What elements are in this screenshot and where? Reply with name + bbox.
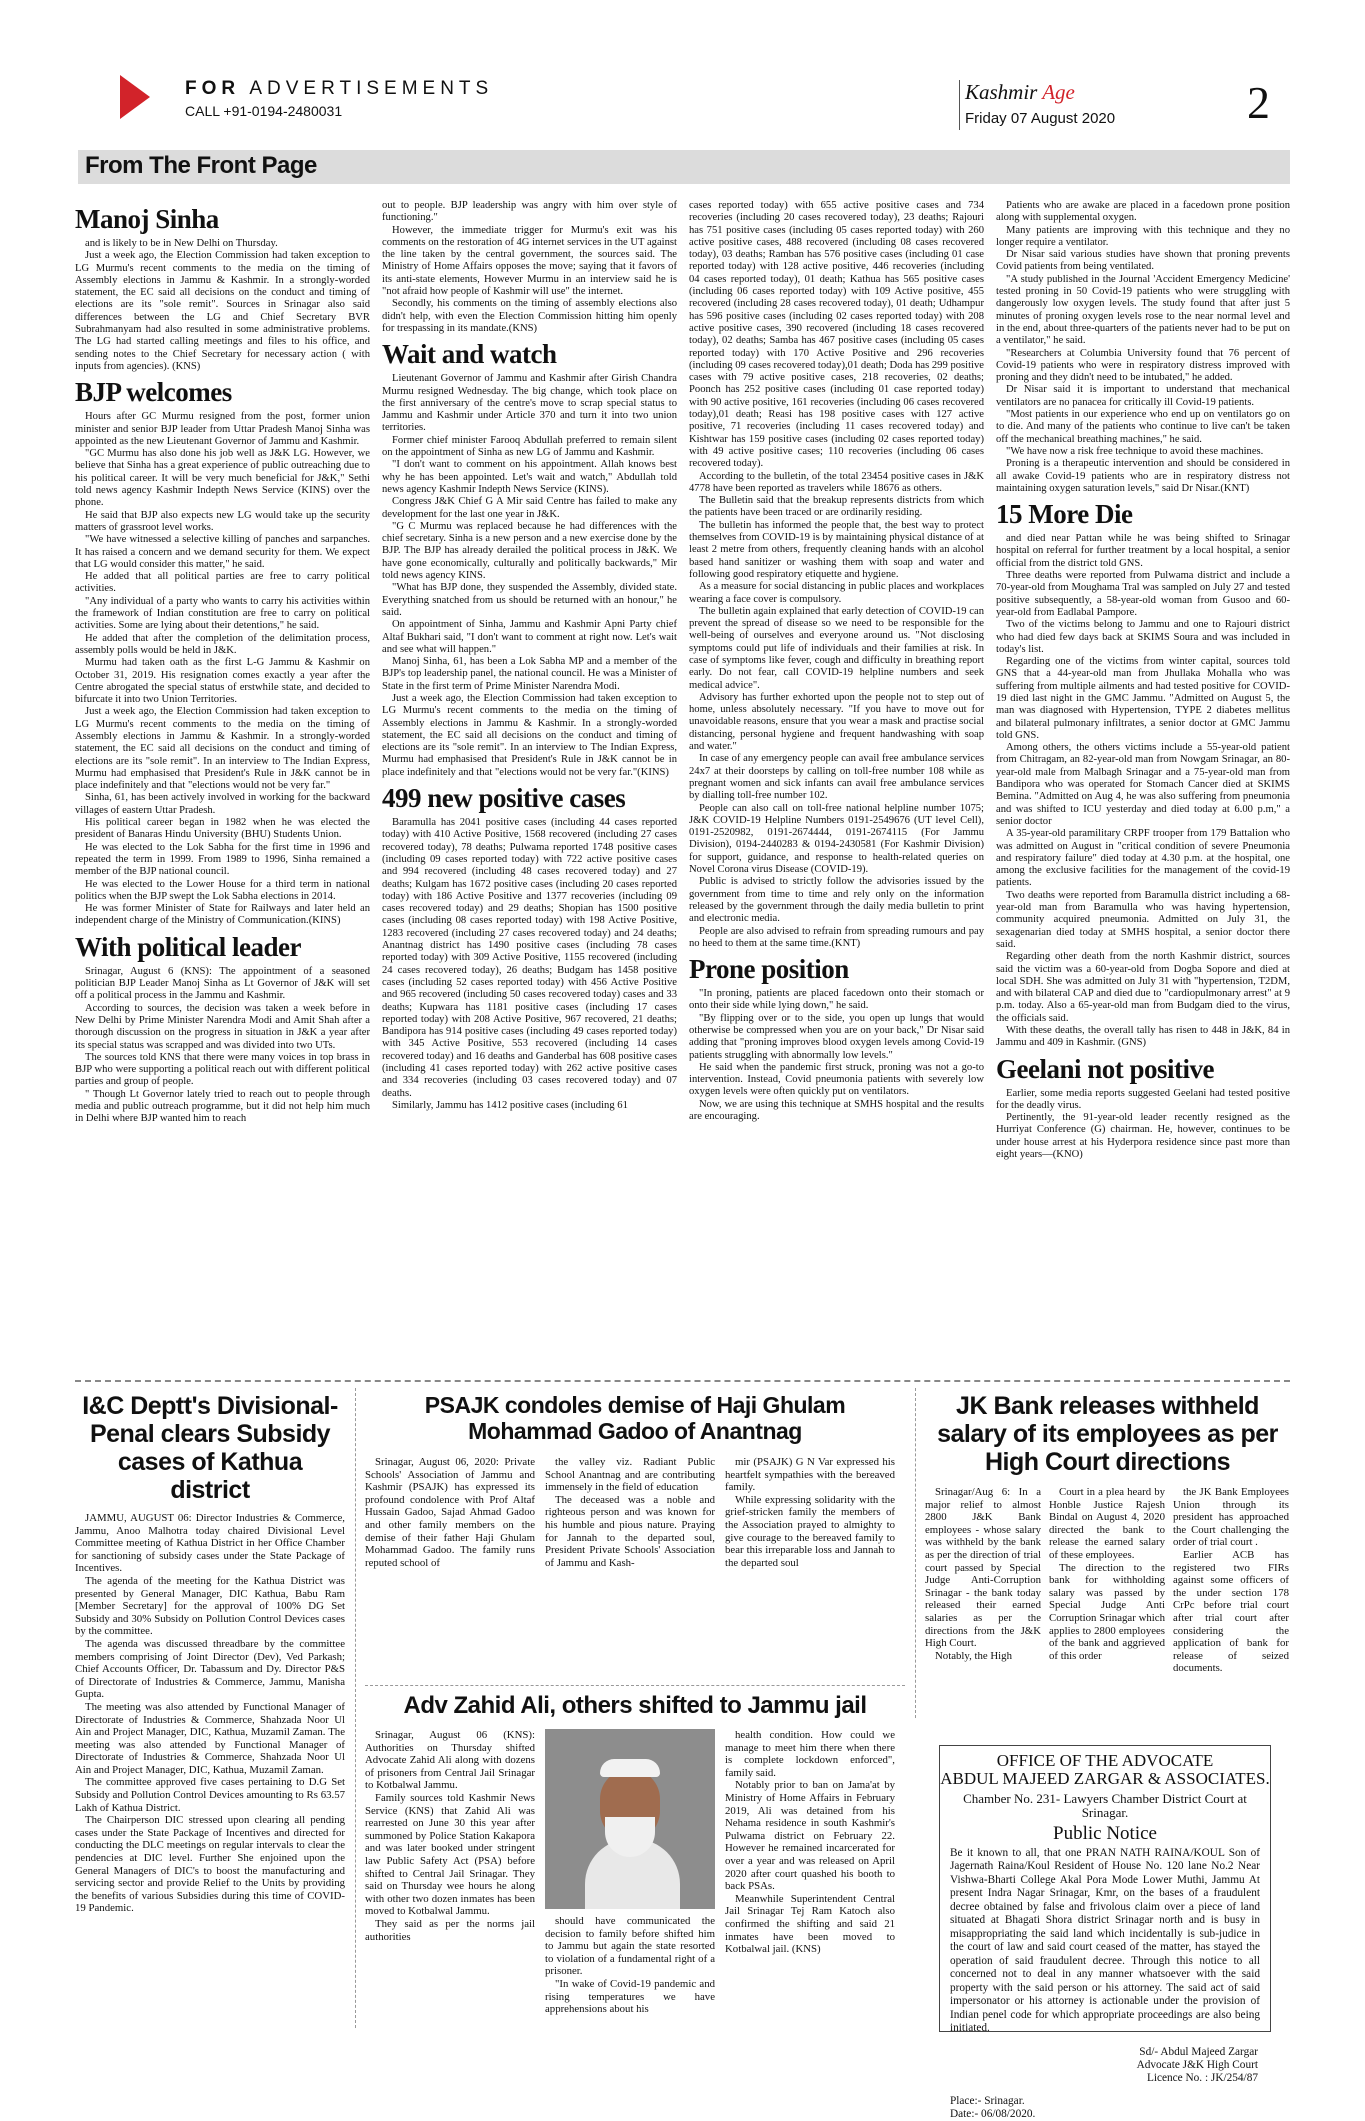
notice-date: Date:- 06/08/2020. (950, 2107, 1036, 2120)
psajk-col-3 (725, 1456, 895, 1569)
notice-signature (940, 2036, 1270, 2085)
paragraph: While expressing solidarity with the grief-stricken family the members of the Association prayed to almighty to give courage to the bereaved family to bear this irreparable loss and Jannah to the departed soul (725, 1493, 895, 1569)
notice-place-date (940, 2085, 1270, 2121)
paragraph: The bulletin again explained that early detection of COVID-19 can prevent the spread of disease so we need to be responsible for the well-being of ourselves and everyone around us. "Not disclosing symptoms could put life of individuals and their families at risk. In case of symptoms like fever, cough and difficulty in breathing report early. Do not fear, call COVID-19 helpline numbers and seek medical advice". (689, 605, 984, 691)
column-4 (996, 200, 1290, 1330)
issue-date: Friday 07 August 2020 (965, 110, 1116, 127)
paragraph: "We have now a risk free technique to avoid these machines. (1006, 445, 1264, 457)
logo-age: Age (1042, 80, 1075, 104)
paragraph: According to sources, the decision was taken a week before in New Delhi by Prime Minister Narendra Modi and Amit Shah after a thorough discussion on the progress in situation in J&K a year after its special status was scrapped and was divided into two UTs. (75, 1002, 370, 1051)
paragraph: "Most patients in our experience who end up on ventilators go on to die. And many of the patients who continue to live can't be taken off the mechanical breathing machines," he said. (996, 409, 1290, 445)
notice-sig-name: Sd/- Abdul Majeed Zargar (1139, 2045, 1258, 2058)
paragraph: "G C Murmu was replaced because he had differences with the chief secretary. Sinha is a new person and a new exercise done by the BJP. The BJP has already derailed the political process in J&K. We have gone economically, culturally and politically backwards," Mir told news agency KINS. (382, 520, 677, 582)
paragraph: Court in a plea heard by Honble Justice Rajesh Bindal on August 4, 2020 directed the bank to release the earned salary of these employees. (1049, 1486, 1165, 1561)
paragraph: He added that all political parties are free to carry political activities. (75, 571, 370, 595)
notice-sig-title: Advocate J&K High Court (1136, 2058, 1258, 2071)
headline-psajk: PSAJK condoles demise of Haji Ghulam Mohammad Gadoo of Anantnag (424, 1395, 846, 1444)
paragraph: He was elected to the Lok Sabha for the first time in 1996 and repeated the term in 1999. From 1989 to 1996, Sinha remained a member of the BJP national council. (75, 841, 370, 878)
paragraph: On appointment of Sinha, Jammu and Kashmir Apni Party chief Altaf Bukhari said, "I don't want to comment at right now. Let's wait and see what will happen." (382, 619, 677, 655)
paragraph: His political career began in 1982 when he was elected the president of Banaras Hindu University (BHU) Students Union. (75, 817, 370, 841)
ad-banner-title (185, 78, 493, 100)
jk-col-2 (1049, 1486, 1165, 1675)
paragraph: out to people. BJP leadership was angry with him over style of functioning." (382, 200, 677, 224)
headline-wait-and-watch: Wait and watch (382, 339, 557, 370)
paragraph: "Researchers at Columbia University found that 76 percent of Covid-19 patients who were in respiratory distress improved with proning and they didn't need to be intubated," he added. (996, 347, 1290, 384)
red-arrow-icon (120, 75, 150, 119)
newspaper-page (75, 70, 1290, 2120)
headline-15-more-die: 15 More Die (996, 499, 1133, 530)
paragraph: Dr Nisar said it is important to understand that mechanical ventilators are no panacea for critically ill Covid-19 patients. (996, 384, 1290, 408)
story-adv-zahid (365, 1692, 905, 2032)
paragraph: Patients who are awake are placed in a facedown prone position along with supplemental oxygen. (996, 200, 1290, 224)
paragraph: He was elected to the Lower House for a third term in national politics when the BJP swept the Lok Sabha elections in 2014. (75, 878, 370, 902)
logo-kashmir: Kashmir (965, 80, 1043, 104)
story-divider (365, 1685, 905, 1686)
paragraph: Many patients are improving with this technique and they no longer require a ventilator. (996, 224, 1290, 248)
headline-geelani-not-positive: Geelani not positive (996, 1053, 1214, 1084)
paragraph: the JK Bank Employees Union through its president has approached the Court challenging the order of trial court . (1173, 1486, 1289, 1549)
section-title: From The Front Page (85, 152, 317, 179)
paragraph: They said as per the norms jail authorities (365, 1917, 535, 1943)
paragraph: Earlier ACB has registered two FIRs against some officers of the under section 178 CrPc before trial court after trial court after considering the application of bank for release of seized documents. (1173, 1548, 1289, 1675)
jk-col-3 (1173, 1486, 1289, 1675)
paragraph: Meanwhile Superintendent Central Jail Srinagar Tej Ram Katoch also confirmed the shifting and said 21 inmates have been moved to Kotbalwal jail. (KNS) (725, 1892, 895, 1956)
paragraph: Srinagar, August 6 (KNS): The appointment of a seasoned politician BJP Leader Manoj Sinha as Lt Governor of J&K will set off a political process in the Jammu and Kashmir. (75, 965, 370, 1002)
paragraph: " Though Lt Governor lately tried to reach out to people through media and public outreach programme, but it did not help him much in Delhi where BJP wanted him to reach (75, 1088, 370, 1125)
paragraph: "GC Murmu has also done his job well as J&K LG. However, we believe that Sinha has a great experience of public outreaching due to his political career. It will be very much beneficial for J&K," Sethi told news agency Kashmir Indepth News Service (KINS) over the phone. (75, 448, 370, 509)
story-psajk (365, 1395, 905, 1695)
paragraph: With these deaths, the overall tally has risen to 448 in J&K, 84 in Jammu and 409 in Kashmir. (GNS) (996, 1025, 1290, 1049)
paragraph: The sources told KNS that there were many voices in top brass in BJP who were supporting a political reach out with different political parties and group of people. (75, 1051, 370, 1088)
paragraph: Pertinently, the 91-year-old leader recently resigned as the Hurriyat Conference (G) chairman. He, however, continues to be under house arrest at his Hyderpora residence since past more than eight years—(KNO) (996, 1112, 1290, 1161)
page-header (75, 70, 1290, 130)
paragraph: Srinagar, August 06 (KNS): Authorities on Thursday shifted Advocate Zahid Ali along with dozens of prisoners from Central Jail Srinagar to Kotbalwal Jammu. (365, 1729, 535, 1792)
paragraph: The agenda of the meeting for the Kathua District was presented by General Manager, DIC Kathua, Babu Ram [Member Secretary] for the approval of 100% DG Set Subsidy and 30% Subsidy on Pollution Control Devices cases by the committee. (75, 1574, 345, 1638)
paragraph: The agenda was discussed threadbare by the committee members comprising of Joint Director (Dev), Ved Parkash; Chief Accounts Officer, Dr. Tabassum and Dy. Director P&S of Directorate of Industries & Commerce, Jammu, Manisha Gupta. (75, 1637, 345, 1701)
paragraph: Manoj Sinha, 61, has been a Lok Sabha MP and a member of the BJP's top leadership panel, the national council. He was a Minister of State in the first term of Prime Minister Narendra Modi. (382, 656, 677, 692)
paragraph: People are also advised to refrain from spreading rumours and pay no heed to them at the same time.(KNT) (689, 925, 984, 949)
paragraph: Family sources told Kashmir News Service (KNS) that Zahid Ali was rearrested on June 30 this year after summoned by Police Station Kakapora and was later booked under stringent law Public Safety Act (PSA) before shifted to Central Jail Srinagar. They said on Thursday wee hours he along with other two dozen inmates has been moved to Kotbalwal Jammu. (365, 1791, 535, 1918)
story-jk-bank (925, 1395, 1290, 1725)
column-2 (382, 200, 677, 1330)
paragraph: cases reported today) with 655 active positive cases and 734 recoveries (including 20 cases recovered today), 23 deaths; Rajouri has 751 positive cases (including 05 cases reported today) with 260 active positive cases, 488 recovered (including 08 cases recovered today), 03 deaths; Ramban has 576 positive cases (including 01 case reported today) with 128 active positive, 446 recoveries (including 04 cases reported today), 01 death; Kathua has 565 positive cases (including 06 cases reported today) with 109 Active positive, 455 recovered (including 28 cases recovered today), 01 death; Udhampur has 596 positive cases (including 02 cases reported today) with 208 active positive cases, 390 recovered (including 18 cases recovered today), 02 deaths; Samba has 467 positive cases (including 05 cases reported today) with 170 Active Positive and 296 recoveries (including 09 cases recovered today),01 death; Doda has 299 positive cases with 79 active positive cases, 218 recoveries, 02 deaths; Poonch has 252 positive cases (including 01 case reported today) with 90 active positive, 161 recoveries (including 06 cases recovered today),01 death; Reasi has 198 positive cases with 127 active positive, 71 recoveries (including 11 cases recovered today) and Kishtwar has 159 positive cases (including 02 cases reported today) with 49 active positive cases; 110 recoveries (including 06 cases recovered today). (689, 200, 984, 470)
paragraph: Notably, the High (935, 1649, 1012, 1662)
notice-title: Public Notice (1053, 1823, 1157, 1844)
headline-prone-position: Prone position (689, 954, 849, 985)
paragraph: Notably prior to ban on Jama'at by Ministry of Home Affairs in February 2019, Ali was detained from his Nehama residence in south Kashmir's Pulwama district on February 22. However he remained incarcerated for over a year and was released on April 2020 after court quashed his booth to back PSAs. (725, 1779, 895, 1893)
paragraph: "In wake of Covid-19 pandemic and rising temperatures we have apprehensions about his (545, 1977, 715, 2016)
paragraph: The direction to the bank for withholding salary was passed by Special Judge Anti Corruption Srinagar which applies to 2800 employees of the bank and aggrieved of this order (1049, 1561, 1165, 1662)
paragraph: Srinagar, August 06, 2020: Private Schools' Association of Jammu and Kashmir (PSAJK) has expressed its profound condolence with Prof Altaf Hussain Gadoo, Sajad Ahmad Gadoo and other family members on the demise of their father Haji Ghulam Mohammad Gadoo. The family runs reputed school of (365, 1456, 535, 1569)
paragraph: The bulletin has informed the people that, the best way to protect themselves from COVID-19 is by maintaining physical distance of at least 2 metre from others, frequently cleaning hands with an alcohol based hand sanitizer or washing them with soap and water and following good respiratory etiquette and hygiene. (689, 519, 984, 580)
paragraph: The Chairperson DIC stressed upon clearing all pending cases under the State Package of Incentives and directed for conducting the DLC meetings on regular intervals to clear the pendencies at DIC level. Further She enjoined upon the General Managers of DIC's to boost the manufacturing and servicing sector and provide Relief to the Units by providing the benefits of various Subsidies during this time of COVID-19 Pandemic. (75, 1814, 345, 1915)
adv-col-1 (365, 1729, 535, 2016)
headline-ic-deptt: I&C Deptt's Divisional-Penal clears Subsidy cases of Kathua district (82, 1395, 338, 1504)
paragraph: Public is advised to strictly follow the advisories issued by the government from time to time and rely only on the information released by the government through the daily media bulletin to print and electronic media. (689, 876, 984, 925)
column-divider (915, 1388, 916, 1718)
paragraph: Advisory has further exhorted upon the people not to step out of home, unless absolutely necessary. "If you have to move out for unavoidable reasons, ensure that you wear a mask and practise social distancing, personal hygiene and frequent handwashing with soap and water." (689, 691, 984, 753)
headline-jk-bank: JK Bank releases withheld salary of its employees as per High Court directions (937, 1395, 1278, 1476)
paragraph: "I don't want to comment on his appointment. Allah knows best why he has been appointed. Let's wait and watch," Abdullah told news agency Kashmir Indepth News Service (KINS). (382, 459, 677, 495)
paragraph: However, the immediate trigger for Murmu's exit was his comments on the restoration of 4G internet services in the UT against the line taken by the central government, the sources said. The Ministry of Home Affairs opposes the move; saying that it favors of its anti-state elements, However Murmu in an interview said he is "not afraid how people of Kashmir will use" the internet. (382, 224, 677, 298)
paragraph: Murmu had taken oath as the first L-G Jammu & Kashmir on October 31, 2019. His resignation comes exactly a year after the Centre abrogated the special status of erstwhile state, and decided to bifurcate it into two Union Territories. (75, 657, 370, 706)
notice-office: OFFICE OF THE ADVOCATE (996, 1751, 1214, 1770)
paragraph: Regarding other death from the north Kashmir district, sources said the victim was a 60-year-old from Dogba Sopore and died at local SDH. She was admitted on July 31 with "hypertension, T2DM, and with bilateral CAP and died due to "cardiopulmonary arrest" at 9 p.m. today. Also a 65-year-old man from Budgam died to the virus, the officials said. (996, 951, 1290, 1024)
notice-sig-licence: Licence No. : JK/254/87 (1146, 2071, 1258, 2084)
notice-chamber: Chamber No. 231- Lawyers Chamber District Court at Srinagar. (963, 1791, 1247, 1820)
paragraph: People can also call on toll-free national helpline number 1075; J&K COVID-19 Helpline Numbers 0191-2549676 (UT level Cell), 0191-2520982, 0191-2674444, 0191-2674115 (For Jammu Division), 0194-2440283 & 0194-2430581 (For Kashmir Division) for support, guidance, and response to health-related queries on Novel Corona virus Disease (COVID-19). (689, 802, 984, 876)
paragraph: He added that after the completion of the delimitation process, assembly polls would be held in J&K. (75, 632, 370, 656)
paragraph: Hours after GC Murmu resigned from the post, former union minister and senior BJP leader from Uttar Pradesh Manoj Sinha was appointed as the new Lieutenant Governor of Jammu and Kashmir. (75, 411, 370, 447)
paragraph: Just a week ago, the Election Commission had taken exception to LG Murmu's recent comments to the media on the timing of Assembly elections in Jammu & Kashmir. In a strongly-worded statement, the EC said all decisions on the conduct and timing of elections are its "sole remit". In an interview to The Indian Express, Murmu had emphasised that President's Rule in J&K cannot be in place indefinitely and that "elections would not be very far."(KINS) (382, 692, 677, 778)
paragraph: "A study published in the Journal 'Accident Emergency Medicine' tested proning in 50 Covid-19 patients who were struggling with dangerously low oxygen levels. The study found that after just 5 minutes of proning oxygen levels rose to the near normal level and in the end, about three-quarters of the patients never had to be put on a ventilator," he said. (996, 273, 1290, 347)
section-divider (75, 1380, 1290, 1382)
ad-phone: CALL +91-0194-2480031 (185, 103, 343, 119)
column-divider (355, 1388, 356, 2028)
paragraph: JAMMU, AUGUST 06: Director Industries & Commerce, Jammu, Anoo Malhotra today chaired Divisional Level Committee meeting of Kathua District in her Office Chamber for sanctioning of subsidy cases under the State Package of Incentives. (75, 1512, 345, 1575)
paragraph: The committee approved five cases pertaining to D.G Set Subsidy and Pollution Control Devices amounting to Rs 63.57 Lakh of Kathua District. (75, 1776, 345, 1814)
psajk-col-2 (545, 1456, 715, 1569)
paragraph: Proning is a therapeutic intervention and should be considered in all awake Covid-19 patients who are in respiratory distress not maintaining oxygen saturation levels," said Dr Nisar.(KNT) (996, 458, 1290, 494)
paragraph: According to the bulletin, of the total 23454 positive cases in J&K 4778 have been reported as travelers while 18676 as others. (689, 470, 984, 494)
paragraph: Congress J&K Chief G A Mir said Centre has failed to make any development for the last one year in J&K. (382, 496, 677, 520)
paragraph: Two deaths were reported from Baramulla district including a 68-year-old man from Baramulla who was having hypertension, community acquired pneumonia. Admitted on July 31, the sexagenarian died today at SMHS hospital, a senior doctor there said. (996, 889, 1290, 950)
adv-col-3 (725, 1729, 895, 2016)
headline-499-new-positive-cases: 499 new positive cases (382, 783, 626, 814)
paragraph: As a measure for social distancing in public places and workplaces wearing a face cover is compulsory. (689, 581, 984, 605)
header-divider (959, 80, 960, 130)
public-notice-ad (939, 1745, 1271, 2120)
paragraph: Earlier, some media reports suggested Geelani had tested positive for the deadly virus. (996, 1087, 1290, 1111)
paragraph: Two of the victims belong to Jammu and one to Rajouri district who had died few days back at SKIMS Soura and was included in today's list. (996, 619, 1290, 655)
paragraph: "By flipping over or to the side, you open up lungs that would otherwise be compressed when you are on your back," Dr Nisar said adding that "proning improves blood oxygen levels among Covid-19 patients struggling with abnormally low levels." (689, 1012, 984, 1061)
paragraph: The meeting was also attended by Functional Manager of Directorate of Industries & Commerce, Shahzada Noor Ul Ain and Project Manager, DIC, Kathua, Muzamil Zaman. The meeting was also attended by Functional Manager of Directorate of Industries & Commerce, Shahzada Noor Ul Ain and Project Manager, DIC, Kathua, Muzamil Zaman. (75, 1700, 345, 1776)
psajk-col-1 (365, 1456, 535, 1569)
paragraph: Just a week ago, the Election Commission had taken exception to LG Murmu's recent comments to the media on the timing of Assembly elections in Jammu & Kashmir. In a strongly-worded statement, the EC said all decisions on the conduct and timing of elections are its "sole remit". Sources in Srinagar also said differences between the LG and Chief Secretary BVR Subrahmanyam had also resulted in some administrative problems. The LG had started calling meetings and files to his office, and sending notes to the Chief Secretary for necessary action ( with inputs from agencies). (KNS) (75, 250, 370, 372)
photo-cap (600, 1759, 660, 1777)
notice-firm: ABDUL MAJEED ZARGAR & ASSOCIATES. (940, 1769, 1270, 1788)
paragraph: "Any individual of a party who wants to carry his activities within the framework of Indian constitution are free to carry on political activities. Some are lying about their detentions," he said. (75, 595, 370, 632)
headline-manoj-sinha: Manoj Sinha (75, 204, 219, 234)
paragraph: Former chief minister Farooq Abdullah preferred to remain silent on the appointment of Sinha as new LG of Jammu and Kashmir. (382, 434, 677, 459)
paragraph: He was former Minister of State for Railways and later held an independent charge of the Ministry of Communication.(KINS) (75, 903, 370, 927)
paragraph: Dr Nisar said various studies have shown that proning prevents Covid patients from being ventilated. (996, 249, 1290, 273)
paragraph: He said that BJP also expects new LG would take up the security matters of grassroot level works. (75, 509, 370, 533)
paragraph: and is likely to be in New Delhi on Thursday. (85, 238, 278, 249)
notice-body: Be it known to all, that one PRAN NATH RAINA/KOUL Son of Jagernath Raina/Koul Resident of House No. 120 lane No.2 Near Vishwa-Bharti College Akal Pora Mode Lower Muthi, Jammu At present Indra Nagar Srinagar, Kmr, on the bases of a fraudulent decree obtained by false and frivolous claim over a piece of land situated at Bhagati Shora district Srinagar north and is busy in misappropriating the said land which incidentally is sub-judice in the court of law and said court ceased of the matter, has stayed the operation of said fraudulent decree. Through this notice to all concerned not to deal in any manner whatsoever with the said property with the said person or his attorney. The said act of said impersonator or his attorney is actionable under the provision of Indian penel code for which appropriate proceedings are also being initiated. (950, 1846, 1260, 2034)
headline-adv-zahid: Adv Zahid Ali, others shifted to Jammu jail (403, 1692, 867, 1719)
paragraph: In case of any emergency people can avail free ambulance services 24x7 at their doorsteps by calling on toll-free number 108 while as pregnant women and sick infants can avail free ambulance services by dialling toll-free number 102. (689, 753, 984, 802)
paragraph: "What has BJP done, they suspended the Assembly, divided state. Everything snatched from us should be returned with an honour," he said. (382, 582, 677, 618)
column-1 (75, 200, 370, 1330)
paragraph: Lieutenant Governor of Jammu and Kashmir after Girish Chandra Murmu resigned Wednesday. The big change, which took place on the first anniversary of the centre's move to scrap special status to Jammu and Kashmir under Article 370 and turn it into two union territories. (382, 373, 677, 434)
paragraph: A 35-year-old paramilitary CRPF trooper from 179 Battalion who was admitted on August in "critical condition of severe Pneumonia and respiratory failure" died today at 4.30 p.m. at the hospital, one among the exclusive facilities for the management of the covid-19 patients. (996, 828, 1290, 889)
paragraph: the valley viz. Radiant Public School Anantnag and are contributing immensely in the field of education (545, 1456, 715, 1494)
paragraph: Just a week ago, the Election Commission had taken exception to LG Murmu's recent comments to the media on the timing of Assembly elections in Jammu & Kashmir. In a strongly-worded statement, the EC said all decisions on the conduct and timing of elections are its "sole remit". In an interview to The Indian Express, Murmu had emphasised that President's Rule in J&K cannot be in place indefinitely and that "elections would not be very far." (75, 706, 370, 792)
paragraph: "In proning, patients are placed facedown onto their stomach or onto their side while lying down," he said. (689, 988, 984, 1012)
paragraph: He said when the pandemic first struck, proning was not a go-to intervention. Instead, Covid pneumonia patients with severely low oxygen levels were often quickly put on ventilators. (689, 1061, 984, 1098)
paragraph: Now, we are using this technique at SMHS hospital and the results are encouraging. (689, 1098, 984, 1123)
paragraph: Among others, the others victims include a 55-year-old patient from Chitragam, an 82-year-old man from Nowgam Srinagar, an 80-year-old male from Malbagh Srinagar and a 75-year-old man from Bandipora who was operated for Stomach Cancer died at SKIMS Bemina. "Admitted on Aug 4, he was also suffering from pneumonia and was shifted to ICU yesterday and died today at 6.00 p.m," a senior doctor (996, 742, 1290, 827)
section-bar (78, 150, 1290, 184)
paragraph: Sinha, 61, has been actively involved in working for the backward villages of eastern Uttar Pradesh. (75, 792, 370, 816)
headline-bjp-welcomes: BJP welcomes (75, 377, 232, 408)
paragraph: Srinagar/Aug 6: In a major relief to almost 2800 J&K Bank employees - whose salary was withheld by the bank as per the direction of trial court passed by Special Judge Anti-Corruption Srinagar - the bank today released their earned salaries as per the directions from the J&K High Court. (925, 1486, 1041, 1650)
paragraph: "We have witnessed a selective killing of panches and sarpanches. It has raised a concern and we demand security for them. We expect that LG would consider this matter," he said. (75, 534, 370, 570)
paragraph: Three deaths were reported from Pulwama district and include a 70-year-old from Moughama Tral was sampled on July 27 and tested positive subsequently, a 58-year-old woman from Gusoo and 60-year-old from Eadlabal Pampore. (996, 570, 1290, 618)
paragraph: Regarding one of the victims from winter capital, sources told GNS that a 44-year-old man from Jhullaka Mohalla who was suffering from multiple ailments and had tested positive for COVID-19 died last night in the GMC Jammu. "Admitted on August 5, the man was diagnosed with Hypertension, TYPE 2 diabetes mellitus and bilateral pulmonary infiltrates, a senior doctor at GMC Jammu told GNS. (996, 656, 1290, 741)
paragraph: Similarly, Jammu has 1412 positive cases (including 61 (392, 1099, 628, 1111)
paragraph: The Bulletin said that the breakup represents districts from which the patients have been traced or are ordinarily residing. (689, 495, 984, 519)
adv-col-2 (545, 1729, 715, 2016)
ad-banner-advertisements: ADVERTISEMENTS (249, 78, 494, 99)
story-ic-deptt (75, 1395, 345, 2030)
paragraph: health condition. How could we manage to meet him there when there is complete lockdown enforced", family said. (725, 1729, 895, 1779)
ad-banner-for: FOR (185, 78, 241, 99)
paragraph: should have communicated the decision to family before shifted him to Jammu but again the state resorted to violation of a fundamental right of a prisoner. (545, 1915, 715, 1978)
column-3 (689, 200, 984, 1330)
portrait-photo (545, 1729, 715, 1909)
jk-col-1 (925, 1486, 1041, 1675)
masthead-logo (965, 80, 1075, 105)
paragraph: Secondly, his comments on the timing of assembly elections also didn't help, with even the Election Commission hitting him openly for trespassing in its mandate.(KNS) (382, 298, 677, 334)
paragraph: mir (PSAJK) G N Var expressed his heartfelt sympathies with the bereaved family. (725, 1456, 895, 1494)
headline-with-political-leader: With political leader (75, 931, 301, 962)
paragraph: The deceased was a noble and righteous person and was known for his humble and pious nature. Praying for Jannah to the departed soul, President Private Schools' Association of Jammu and Kash- (545, 1493, 715, 1569)
page-number: 2 (1247, 77, 1270, 128)
notice-place: Place:- Srinagar. (950, 2094, 1025, 2107)
paragraph: and died near Pattan while he was being shifted to Srinagar hospital on referral for further treatment by a local hospital, a senior official from the district told GNS. (996, 533, 1290, 569)
paragraph: Baramulla has 2041 positive cases (including 44 cases reported today) with 410 Active Positive, 1568 recovered (including 27 cases recovered today), 78 deaths; Pulwama reported 1748 positive cases (including 09 cases reported today) with 722 active positive cases and 994 recovered (including 48 cases recovered today) and 27 deaths; Kulgam has 1672 positive cases (including 20 cases reported today) with 186 Active Positive and 1377 recoveries (including 09 cases recovered today) and 29 deaths; Shopian has 1500 positive cases (including 08 cases reported today) with 198 Active Positive, 1283 recovered (including 27 cases recovered today) and 24 deaths; Anantnag district has 1490 positive cases (including 78 cases reported today) with 309 Active Positive, 1155 recovered (including 24 cases recovered today), 26 deaths; Budgam has 1458 positive cases (including 52 cases reported today) with 456 Active Positive and 965 recovered (including 50 cases recovered today) cases and 33 deaths; Kupwara has 1181 positive cases (including 17 cases reported today) with 208 Active Positive, 967 recovered, 21 deaths; Bandipora has 914 positive cases (including 49 cases reported today) with 345 Active Positive, 553 recovered (including 14 cases recovered today) and 16 deaths and Ganderbal has 608 positive cases (including 41 cases reported today) with 262 active positive cases and 334 recoveries (including 03 cases recovered today) and 07 deaths. (382, 817, 677, 1099)
